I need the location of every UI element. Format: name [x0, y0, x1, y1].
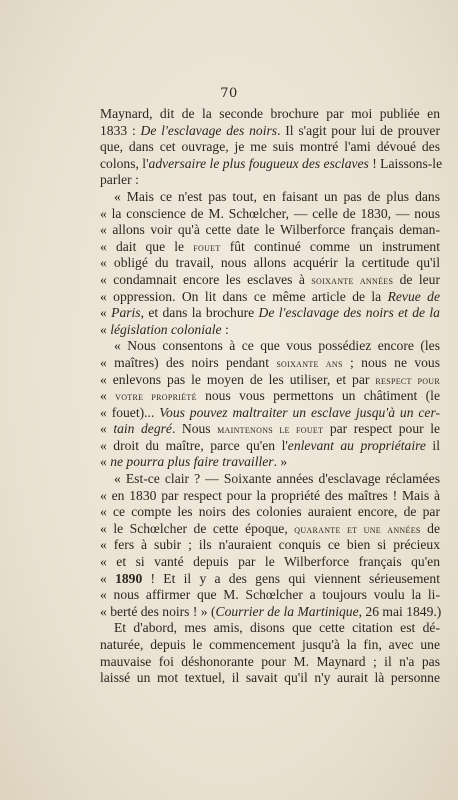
text-line — [100, 189, 440, 206]
text-segment: nous vous permettons un châtiment (le — [196, 388, 440, 404]
text-line — [100, 554, 440, 571]
text-segment: « et si vanté depuis par le Wilberforce français qu'en — [100, 554, 440, 570]
text-segment: fût continué comme un instrument — [220, 238, 441, 254]
italic-text: ne pourra plus faire travailler — [110, 454, 274, 470]
small-caps-text: quarante et une années — [294, 523, 421, 536]
text-segment: « le Schœlcher de cette époque, — [100, 520, 295, 536]
page-number: 70 — [220, 86, 238, 101]
text-line — [100, 206, 440, 223]
text-segment: « allons voir qu'à cette date le Wilberforce français deman- — [100, 222, 440, 238]
text-line — [100, 172, 440, 189]
text-segment: « — [100, 321, 111, 337]
text-line — [100, 537, 440, 554]
text-line — [100, 155, 443, 173]
text-segment: « en 1830 par respect pour la propriété des maîtres ! Mais à — [100, 487, 440, 503]
text-segment: « maîtres) des noirs pendant — [100, 354, 277, 370]
text-segment: 1833 : — [100, 122, 141, 138]
text-segment: mauvaise foi déshonorante pour M. Maynard ; il n'a pas — [100, 653, 440, 669]
text-segment: colons, l' — [100, 155, 149, 171]
italic-text: Paris — [111, 305, 141, 321]
small-caps-text: votre propriété — [115, 391, 197, 404]
text-segment: , 26 mai 1849.) — [358, 603, 442, 619]
text-segment: « ce compte les noirs des colonies auraient encore, de par — [100, 504, 440, 520]
text-segment: parler : — [100, 172, 139, 188]
text-line — [100, 504, 440, 521]
text-line — [100, 604, 440, 621]
italic-text: Revue de — [387, 288, 440, 304]
text-line — [100, 421, 440, 438]
text-segment: de leur — [393, 271, 440, 287]
text-line — [100, 620, 440, 637]
text-segment: par respect pour le — [323, 421, 440, 437]
text-line — [100, 355, 440, 372]
italic-text: Vous pouvez maltraiter un esclave jusqu'à un cer- — [159, 404, 440, 420]
text-line — [100, 405, 440, 422]
text-segment: « enlevons pas le moyen de les utiliser, et par — [100, 371, 376, 387]
text-segment: « — [100, 454, 111, 470]
text-segment: « nous affirmer que M. Schœlcher a toujours voulu la li- — [100, 587, 440, 603]
text-segment: ; nous ne vous — [342, 354, 440, 370]
text-segment: laissé un mot textuel, il savait qu'il n'y aurait là personne — [100, 670, 440, 686]
italic-text: De l'esclavage des noirs et de la — [258, 305, 440, 321]
text-segment: ! Et il y a des gens qui viennent sérieusement — [142, 570, 440, 586]
text-line — [100, 272, 440, 289]
text-segment: « — [100, 305, 112, 321]
text-segment: Maynard, dit de la seconde brochure par moi publiée en — [100, 106, 440, 121]
text-line — [100, 255, 440, 272]
text-segment: ! Laissons-le — [368, 155, 443, 171]
text-segment: que, dans cet ouvrage, je me suis montré l'ami dévoué des — [100, 139, 440, 155]
text-segment: . Il s'agit pour lui de prouver — [277, 122, 440, 138]
text-line — [100, 454, 440, 471]
text-segment: « fouet)... — [100, 404, 160, 420]
text-line — [100, 438, 440, 455]
text-line — [100, 139, 440, 156]
text-segment: « Est-ce clair ? — Soixante années d'esclavage réclamées — [114, 471, 440, 487]
text-segment: « berté des noirs ! » ( — [100, 603, 216, 619]
text-segment: « la conscience de M. Schœlcher, — celle de 1830, — nous — [100, 205, 440, 221]
text-segment: : — [221, 321, 229, 337]
text-segment: « — [100, 421, 114, 437]
text-line — [100, 305, 440, 322]
text-segment: « — [100, 570, 116, 586]
text-segment: « — [100, 388, 116, 404]
text-line — [100, 388, 440, 405]
text-segment: . Nous — [171, 421, 218, 437]
text-segment: de — [420, 520, 440, 536]
text-line — [100, 372, 440, 389]
bold-text: 1890 — [115, 570, 143, 586]
small-caps-text: soixante ans — [276, 357, 343, 370]
text-line — [100, 289, 440, 306]
small-caps-text: soixante années — [311, 274, 394, 287]
body-text — [100, 106, 443, 687]
italic-text: législation coloniale — [110, 321, 222, 337]
text-line — [100, 488, 440, 505]
text-line — [100, 222, 440, 239]
text-line — [100, 106, 440, 123]
italic-text: tain degré — [113, 421, 172, 437]
text-line — [100, 521, 440, 538]
text-segment: naturée, depuis le commencement jusqu'à la fin, avec une — [100, 637, 440, 652]
italic-text: De l'esclavage des noirs — [140, 122, 278, 138]
small-caps-text: maintenons le fouet — [217, 424, 324, 437]
text-line — [100, 471, 440, 488]
small-caps-text: respect pour — [375, 374, 440, 387]
text-segment: , et dans la brochure — [140, 305, 259, 321]
text-line — [100, 571, 440, 588]
text-segment: « obligé du travail, nous allons acquérir la certitude qu'il — [100, 255, 440, 271]
text-segment: « dait que le — [100, 238, 194, 254]
text-line — [100, 338, 440, 355]
text-line — [100, 322, 440, 339]
text-segment: « droit du maître, parce qu'en l' — [100, 437, 288, 453]
text-line — [100, 670, 440, 687]
text-line — [100, 123, 440, 140]
text-segment: « Nous consentons à ce que vous possédiez encore (les — [114, 338, 440, 354]
text-segment: Et d'abord, mes amis, disons que cette citation est dé- — [114, 620, 440, 636]
small-caps-text: fouet — [193, 241, 221, 254]
text-line — [100, 587, 440, 604]
text-segment: « fers à subir ; ils n'auraient conquis ce bien si précieux — [100, 537, 440, 553]
text-segment: . » — [273, 454, 288, 470]
text-line — [100, 637, 440, 654]
text-line — [100, 239, 440, 256]
text-segment: « Mais ce n'est pas tout, en faisant un pas de plus dans — [114, 188, 440, 204]
text-segment: « condamnait encore les esclaves à — [100, 271, 312, 287]
text-segment: « oppression. On lit dans ce même article de la — [100, 288, 388, 304]
italic-text: enlevant au propriétaire — [287, 437, 426, 453]
italic-text: Courrier de la Martinique — [215, 603, 359, 619]
text-line — [100, 654, 440, 671]
italic-text: adversaire le plus fougueux des esclaves — [148, 155, 369, 171]
text-segment: il — [425, 437, 440, 453]
